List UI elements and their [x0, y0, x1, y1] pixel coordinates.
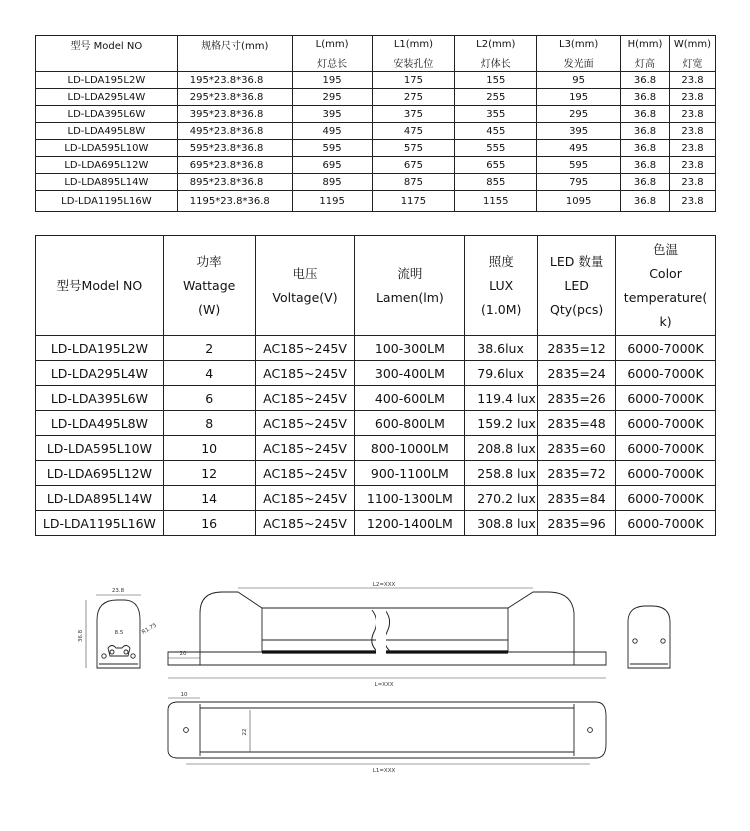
spec-cell: 895*23.8*36.8: [177, 174, 292, 191]
spec-cell: 36.8: [621, 106, 670, 123]
perf-cell: 159.2 lux: [465, 411, 538, 436]
dim-radius-label: R1.75: [141, 622, 158, 636]
spec-cell: 1195: [292, 191, 372, 212]
spec-cell: 155: [455, 72, 537, 89]
perf-cell: AC185~245V: [255, 386, 355, 411]
perf-model-cell: LD-LDA395L6W: [36, 386, 164, 411]
dim-height-label: 36.8: [78, 629, 84, 643]
perf-cell: 400-600LM: [355, 386, 465, 411]
perf-model-cell: LD-LDA295L4W: [36, 361, 164, 386]
spec-cell: 695: [292, 157, 372, 174]
spec-cell: 195*23.8*36.8: [177, 72, 292, 89]
perf-cell: 2835=48: [538, 411, 616, 436]
perf-cell: 6: [163, 386, 255, 411]
perf-cell: 300-400LM: [355, 361, 465, 386]
spec-cell: 36.8: [621, 89, 670, 106]
spec-cell: 23.8: [669, 72, 715, 89]
spec-cell: 36.8: [621, 157, 670, 174]
spec-cell: 175: [372, 72, 455, 89]
perf-cell: 14: [163, 486, 255, 511]
perf-model-cell: LD-LDA1195L16W: [36, 511, 164, 536]
spec-cell: 95: [537, 72, 621, 89]
spec-model-cell: LD-LDA895L14W: [36, 174, 178, 191]
spec-cell: 595: [292, 140, 372, 157]
perf-cell: 6000-7000K: [616, 511, 716, 536]
spec-subheader-cell: 安装孔位: [372, 53, 455, 72]
spec-cell: 455: [455, 123, 537, 140]
perf-cell: 6000-7000K: [616, 361, 716, 386]
spec-cell: 595: [537, 157, 621, 174]
perf-cell: 800-1000LM: [355, 436, 465, 461]
spec-model-cell: LD-LDA695L12W: [36, 157, 178, 174]
spec-cell: 23.8: [669, 191, 715, 212]
perf-model-cell: LD-LDA895L14W: [36, 486, 164, 511]
perf-cell: AC185~245V: [255, 411, 355, 436]
perf-header-lux: 照度 LUX (1.0M): [465, 236, 538, 336]
perf-model-cell: LD-LDA495L8W: [36, 411, 164, 436]
spec-header-cell: 规格尺寸(mm): [177, 36, 292, 54]
perf-cell: 16: [163, 511, 255, 536]
perf-cell: 2: [163, 336, 255, 361]
spec-header-cell: 型号 Model NO: [36, 36, 178, 54]
spec-cell: 23.8: [669, 157, 715, 174]
spec-subheader-cell: 发光面: [537, 53, 621, 72]
perf-cell: AC185~245V: [255, 361, 355, 386]
spec-cell: 295: [537, 106, 621, 123]
spec-cell: 895: [292, 174, 372, 191]
side-view: [168, 592, 606, 665]
perf-cell: 2835=12: [538, 336, 616, 361]
spec-cell: 36.8: [621, 191, 670, 212]
spec-cell: 36.8: [621, 72, 670, 89]
dimension-lines: [86, 588, 606, 764]
perf-cell: 6000-7000K: [616, 386, 716, 411]
perf-cell: 1100-1300LM: [355, 486, 465, 511]
perf-cell: 270.2 lux: [465, 486, 538, 511]
spec-cell: 36.8: [621, 123, 670, 140]
dim-22-label: 22: [242, 728, 248, 736]
dim-end-label: 20: [179, 651, 187, 657]
perf-cell: 2835=96: [538, 511, 616, 536]
perf-header-model: 型号Model NO: [36, 236, 164, 336]
spec-cell: 575: [372, 140, 455, 157]
spec-cell: 36.8: [621, 174, 670, 191]
perf-cell: 10: [163, 436, 255, 461]
perf-cell: 38.6lux: [465, 336, 538, 361]
spec-cell: 23.8: [669, 174, 715, 191]
dim-hole-label: 8.5: [114, 630, 124, 636]
spec-cell: 495: [537, 140, 621, 157]
perf-cell: AC185~245V: [255, 436, 355, 461]
spec-cell: 395*23.8*36.8: [177, 106, 292, 123]
spec-cell: 1175: [372, 191, 455, 212]
spec-cell: 295*23.8*36.8: [177, 89, 292, 106]
spec-header-cell: L1(mm): [372, 36, 455, 54]
spec-cell: 36.8: [621, 140, 670, 157]
perf-cell: 8: [163, 411, 255, 436]
perf-header-wattage: 功率 Wattage (W): [163, 236, 255, 336]
perf-cell: 1200-1400LM: [355, 511, 465, 536]
spec-subheader-cell: 灯高: [621, 53, 670, 72]
perf-cell: 308.8 lux: [465, 511, 538, 536]
spec-model-cell: LD-LDA495L8W: [36, 123, 178, 140]
perf-cell: 2835=26: [538, 386, 616, 411]
spec-cell: 375: [372, 106, 455, 123]
perf-cell: 100-300LM: [355, 336, 465, 361]
spec-cell: 555: [455, 140, 537, 157]
perf-cell: 6000-7000K: [616, 461, 716, 486]
perf-cell: 119.4 lux: [465, 386, 538, 411]
spec-header-cell: W(mm): [669, 36, 715, 54]
spec-cell: 875: [372, 174, 455, 191]
perf-model-cell: LD-LDA695L12W: [36, 461, 164, 486]
spec-cell: 255: [455, 89, 537, 106]
spec-cell: 655: [455, 157, 537, 174]
spec-cell: 795: [537, 174, 621, 191]
perf-header-voltage: 电压 Voltage(V): [255, 236, 355, 336]
spec-header-cell: H(mm): [621, 36, 670, 54]
perf-cell: 6000-7000K: [616, 411, 716, 436]
spec-cell: 495*23.8*36.8: [177, 123, 292, 140]
spec-cell: 395: [292, 106, 372, 123]
spec-subheader-cell: 灯总长: [292, 53, 372, 72]
spec-cell: 395: [537, 123, 621, 140]
perf-cell: 2835=72: [538, 461, 616, 486]
spec-cell: 355: [455, 106, 537, 123]
spec-cell: 23.8: [669, 89, 715, 106]
top-view: [168, 702, 606, 758]
perf-cell: 6000-7000K: [616, 336, 716, 361]
spec-model-cell: LD-LDA395L6W: [36, 106, 178, 123]
spec-subheader-cell: 灯体长: [455, 53, 537, 72]
perf-header-color-temp: 色温 Color temperature( k): [616, 236, 716, 336]
perf-cell: AC185~245V: [255, 461, 355, 486]
dim-10-label: 10: [180, 692, 188, 698]
spec-model-cell: LD-LDA295L4W: [36, 89, 178, 106]
perf-cell: 600-800LM: [355, 411, 465, 436]
perf-cell: 79.6lux: [465, 361, 538, 386]
dim-l-label: L=XXX: [374, 682, 394, 688]
perf-cell: 258.8 lux: [465, 461, 538, 486]
spec-cell: 23.8: [669, 106, 715, 123]
spec-model-cell: LD-LDA1195L16W: [36, 191, 178, 212]
perf-cell: 208.8 lux: [465, 436, 538, 461]
perf-cell: 4: [163, 361, 255, 386]
spec-cell: 1195*23.8*36.8: [177, 191, 292, 212]
spec-cell: 295: [292, 89, 372, 106]
dim-l1-label: L1=XXX: [372, 768, 396, 774]
perf-cell: AC185~245V: [255, 486, 355, 511]
spec-cell: 595*23.8*36.8: [177, 140, 292, 157]
spec-cell: 23.8: [669, 140, 715, 157]
spec-cell: 275: [372, 89, 455, 106]
perf-cell: 2835=24: [538, 361, 616, 386]
spec-cell: 23.8: [669, 123, 715, 140]
spec-cell: 675: [372, 157, 455, 174]
spec-cell: 195: [292, 72, 372, 89]
spec-header-cell: L(mm): [292, 36, 372, 54]
spec-model-cell: LD-LDA195L2W: [36, 72, 178, 89]
perf-model-cell: LD-LDA195L2W: [36, 336, 164, 361]
perf-model-cell: LD-LDA595L10W: [36, 436, 164, 461]
perf-cell: 900-1100LM: [355, 461, 465, 486]
spec-header-cell: L2(mm): [455, 36, 537, 54]
spec-cell: 195: [537, 89, 621, 106]
spec-cell: 695*23.8*36.8: [177, 157, 292, 174]
spec-model-cell: LD-LDA595L10W: [36, 140, 178, 157]
dim-width-label: 23.8: [111, 588, 125, 594]
spec-cell: 495: [292, 123, 372, 140]
perf-header-led-qty: LED 数量 LED Qty(pcs): [538, 236, 616, 336]
dim-l2-label: L2=XXX: [372, 582, 396, 588]
spec-cell: 475: [372, 123, 455, 140]
perf-cell: 12: [163, 461, 255, 486]
perf-header-lumen: 流明 Lamen(lm): [355, 236, 465, 336]
end-cap-right-view: [628, 606, 670, 668]
perf-cell: 6000-7000K: [616, 436, 716, 461]
spec-cell: 1095: [537, 191, 621, 212]
spec-subheader-cell: 灯宽: [669, 53, 715, 72]
spec-cell: 1155: [455, 191, 537, 212]
perf-cell: 6000-7000K: [616, 486, 716, 511]
perf-cell: 2835=60: [538, 436, 616, 461]
perf-cell: AC185~245V: [255, 511, 355, 536]
spec-header-cell: L3(mm): [537, 36, 621, 54]
perf-cell: 2835=84: [538, 486, 616, 511]
spec-cell: 855: [455, 174, 537, 191]
perf-cell: AC185~245V: [255, 336, 355, 361]
